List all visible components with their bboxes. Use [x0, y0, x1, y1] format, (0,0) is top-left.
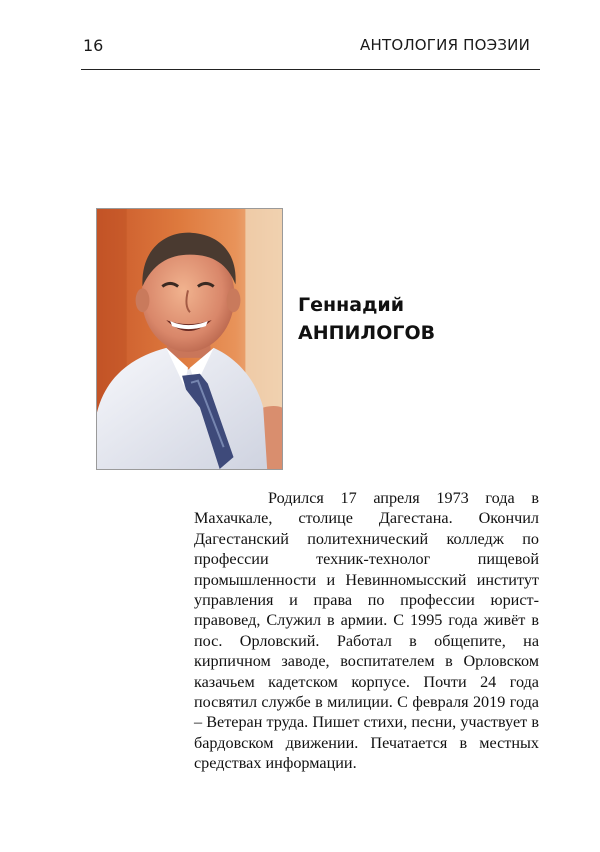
page-number: 16	[83, 36, 104, 55]
author-biography: Родился 17 апреля 1973 года в Махачкале, столице Дагестана. Окончил Дагестанский политехнический колледж по профессии техник-технолог пищевой промышленности и Невинномысский институт управления и права по профессии юрист-правовед, Служил в армии. С 1995 года живёт в пос. Орловский. Работал в общепите, на кирпичном заводе, воспитателем в Орловском казачьем кадетском корпусе. Почти 24 года посвятил службе в милиции. С февраля 2019 года – Ветеран труда. Пишет стихи, песни, участвует в бардовском движении. Печатается в местных средствах информации.	[194, 489, 539, 773]
author-first-name: Геннадий	[298, 294, 405, 316]
author-portrait	[96, 208, 283, 470]
author-last-name: АНПИЛОГОВ	[298, 322, 436, 344]
header-rule	[81, 69, 540, 70]
running-title: АНТОЛОГИЯ ПОЭЗИИ	[360, 36, 530, 54]
